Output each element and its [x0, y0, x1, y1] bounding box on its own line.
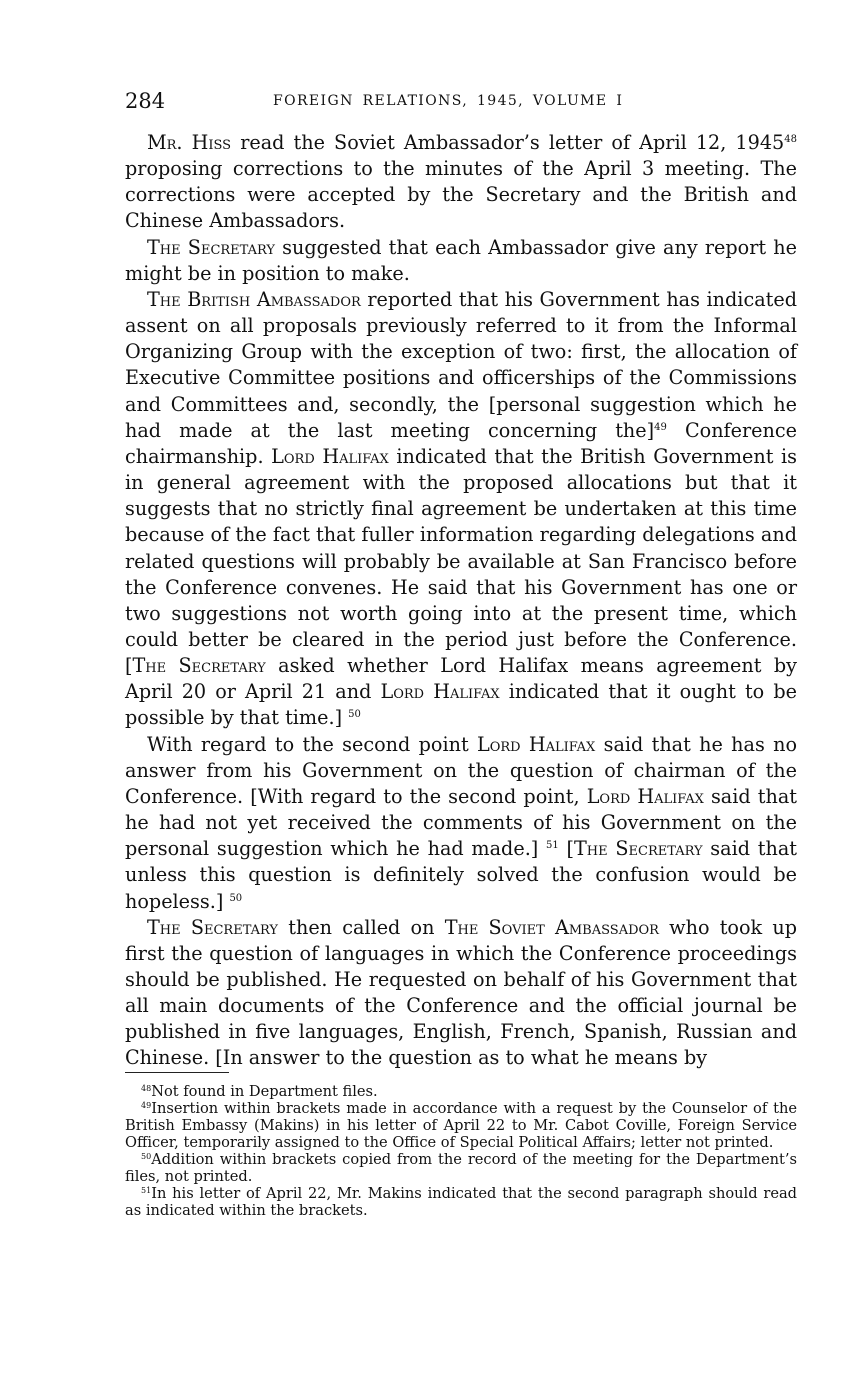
footnote-text: Not found in Department files. — [151, 1083, 378, 1100]
paragraph-5: The Secretary then called on The Soviet Ambassador who took up first the question of languages in which the Conference proceedings should be published. He requested on behalf of his Government that all main documents of the Conference and the official journal be published in five languages, English, French, Spanish, Russian and Chinese. [In answer to the question as to what he means by — [125, 915, 798, 1070]
speaker-name: Lord Halifax — [380, 680, 500, 704]
footnote-number: 50 — [141, 1152, 152, 1161]
speaker-name: Lord Halifax — [271, 444, 389, 468]
footnote-ref: 51 — [546, 840, 559, 852]
footnote-number: 48 — [141, 1084, 152, 1093]
speaker-name: The Soviet Ambassador — [444, 915, 659, 939]
footnote — [125, 1185, 797, 1219]
footnote — [125, 1151, 797, 1185]
footnote-ref: 50 — [348, 709, 361, 721]
footnote-text: Addition within brackets copied from the record of the meeting for the Department’s files, not printed. — [125, 1151, 797, 1185]
speaker-name: The British Ambassador — [147, 287, 361, 311]
speaker-name: The Secretary — [147, 915, 279, 939]
footnote-ref: 48 — [784, 134, 797, 145]
paragraph-1: Mr. Hiss read the Soviet Ambassador’s letter of April 12, 1945$^{48}$ proposing corrections to the minutes of the April 3 meeting. The corrections were accepted by the Secretary and the British and Chinese Ambassadors. — [125, 131, 797, 233]
paragraph-4: With regard to the second point Lord Halifax said that he has no answer from his Government on the question of chairman of the Conference. [With regard to the second point, Lord Halifax said that he had not yet received the comments of his Government on the personal suggestion which he had made.] $^{51}$ [The Secretary said that unless this question is definitely solved the confusion would be hopeless.] $^{50}$ — [125, 732, 798, 913]
speaker-name: Lord Halifax — [476, 732, 596, 756]
page-header — [125, 88, 797, 114]
footnote-divider — [125, 1072, 229, 1073]
speaker-name: Mr. Hiss — [147, 131, 232, 154]
footnote-number: 51 — [141, 1186, 152, 1195]
page-number: 284 — [125, 89, 166, 113]
speaker-name: Lord Halifax — [586, 784, 704, 808]
speaker-name: The Secretary — [132, 654, 266, 678]
footnote-number: 49 — [141, 1101, 152, 1110]
paragraph-2: The Secretary suggested that each Ambassador give any report he might be in position to make. — [125, 235, 797, 285]
footnote — [125, 1100, 797, 1151]
footnote-ref: 49 — [654, 421, 667, 433]
footnote-text: In his letter of April 22, Mr. Makins indicated that the second paragraph should read as indicated within the brackets. — [125, 1185, 797, 1219]
speaker-name: The Secretary — [147, 235, 275, 259]
speaker-name: The Secretary — [574, 837, 703, 861]
footnote — [125, 1083, 797, 1100]
footnotes — [125, 1083, 797, 1219]
body-text — [125, 130, 797, 1072]
running-head: FOREIGN RELATIONS, 1945, VOLUME I — [273, 93, 624, 109]
paragraph-3: The British Ambassador reported that his Government has indicated assent on all proposals previously referred to it from the Informal Organizing Group with the exception of two: first, the allocation of Executive Committee positions and officerships of the Commissions and Committees and, secondly, the [personal suggestion which he had made at the last meeting concerning the]$^{49}$ Conference chairmanship. Lord Halifax indicated that the British Government is in general agreement with the proposed allocations but that it suggests that no strictly final agreement be undertaken at this time because of the fact that fuller information regarding delegations and related questions will probably be available at San Francisco before the Conference convenes. He said that his Government has one or two suggestions not worth going into at the present time, which could better be cleared in the period just before the Conference. [The Secretary asked whether Lord Halifax means agreement by April 20 or April 21 and Lord Halifax indicated that it ought to be possible by that time.] $^{50}$ — [125, 287, 798, 730]
footnote-ref: 50 — [229, 892, 243, 904]
footnote-text: Insertion within brackets made in accordance with a request by the Counselor of the British Embassy (Makins) in his letter of April 22 to Mr. Cabot Coville, Foreign Service Officer, temporarily assigned to the Office of Special Political Affairs; letter not printed. — [125, 1100, 797, 1151]
